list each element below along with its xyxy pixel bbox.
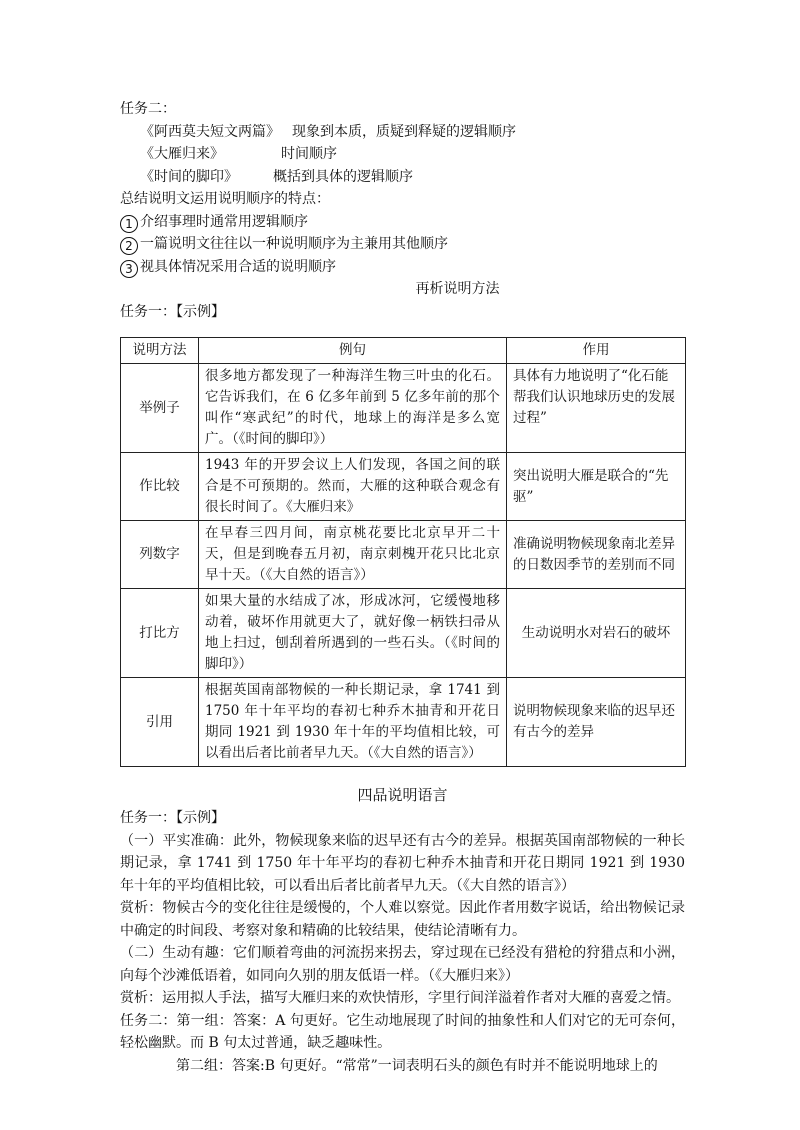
task2-group2-answer: 第二组：答案:B 句更好。“常常”一词表明石头的颜色有时并不能说明地球上的 (176, 1057, 658, 1074)
order-row-asimov (120, 121, 685, 144)
example-plain-accurate: （一）平实准确：此外，物候现象来临的迟早还有古今的差异。根据英国南部物候的一种长期记录，拿 1741 到 1750 年十年平均的春初七种乔木抽青和开花日期同 1921 到 1930 年十年的平均值相比较，可以看出后者比前者早九天。（《大自然的语言》） (120, 832, 685, 894)
example-vivid: （二）生动有趣：它们顺着弯曲的河流拐来拐去，穿过现在已经没有猎枪的狩猎点和小洲，向每个沙滩低语着，如同向久别的朋友低语一样。（《大雁归来》） (120, 945, 685, 984)
section-title-language: 四品说明语言 (357, 786, 448, 804)
language-task1: 任务一：【示例】 (120, 810, 225, 826)
method-cell: 列数字 (121, 521, 199, 589)
order-desc: 概括到具体的逻辑顺序 (273, 168, 413, 185)
effect-cell: 生动说明水对岩石的破坏 (507, 589, 686, 678)
circled-number: 3 (120, 260, 138, 278)
example-cell: 在早春三四月间，南京桃花要比北京早开二十天，但是到晚春五月初，南京刺槐开花只比北京早十天。（《大自然的语言》） (199, 521, 507, 589)
analysis-2: 赏析：运用拟人手法，描写大雁归来的欢快情形，字里行间洋溢着作者对大雁的喜爱之情。 (120, 990, 680, 1006)
table-row (121, 589, 686, 678)
method-cell: 举例子 (121, 364, 199, 453)
effect-cell: 说明物候现象来临的迟早还有古今的差异 (507, 678, 686, 767)
order-desc: 现象到本质，质疑到释疑的逻辑顺序 (292, 123, 516, 140)
methods-table (120, 337, 686, 767)
methods-task1: 任务一：【示例】 (120, 303, 225, 320)
table-row (121, 453, 686, 521)
table-row (121, 678, 686, 767)
point-2: 2 一篇说明文往往以一种说明顺序为主兼用其他顺序 (120, 233, 685, 256)
section-title-methods: 再析说明方法 (415, 281, 500, 297)
document-page (120, 98, 685, 1077)
table-header-row (121, 338, 686, 364)
example-cell: 如果大量的水结成了冰，形成冰河，它缓慢地移动着，破坏作用就更大了，就好像一柄铁扫帚从地上扫过，刨刮着所遇到的一些石头。（《时间的脚印》） (199, 589, 507, 678)
example-cell: 1943 年的开罗会议上人们发现，各国之间的联合是不可预期的。然而，大雁的这种联合观念有很长时间了。《大雁归来》 (199, 453, 507, 521)
header-effect: 作用 (507, 338, 686, 364)
circled-number: 2 (120, 237, 138, 255)
table-row (121, 364, 686, 453)
method-cell: 引用 (121, 678, 199, 767)
point-3: 3 视具体情况采用合适的说明顺序 (120, 256, 685, 279)
book-title: 《时间的脚印》 (140, 168, 238, 185)
circled-number: 1 (120, 215, 138, 233)
point-1: 1 介绍事理时通常用逻辑顺序 (120, 211, 685, 234)
summary-line: 总结说明文运用说明顺序的特点： (120, 191, 330, 207)
analysis-1: 赏析：物候古今的变化往往是缓慢的，个人难以察觉。因此作者用数字说话，给出物候记录中确定的时间段、考察对象和精确的比较结果，使结论清晰有力。 (120, 900, 685, 939)
example-cell: 根据英国南部物候的一种长期记录，拿 1741 到 1750 年十年平均的春初七种乔木抽青和开花日期同 1921 到 1930 年十年的平均值相比较，可以看出后者比前者早九天。（《大自然的语言》） (199, 678, 507, 767)
effect-cell: 准确说明物候现象南北差异的日数因季节的差别而不同 (507, 521, 686, 589)
order-desc: 时间顺序 (281, 146, 337, 162)
book-title: 《阿西莫夫短文两篇》 (140, 123, 280, 140)
book-title: 《大雁归来》 (140, 146, 224, 162)
header-example: 例句 (199, 338, 507, 364)
method-cell: 作比较 (121, 453, 199, 521)
task2-heading: 任务二： (120, 101, 176, 117)
effect-cell: 突出说明大雁是联合的“先驱” (507, 453, 686, 521)
table-row (121, 521, 686, 589)
task2-group1-answer: 任务二：第一组：答案：A 句更好。它生动地展现了时间的抽象性和人们对它的无可奈何，轻松幽默。而 B 句太过普通，缺乏趣味性。 (120, 1012, 685, 1051)
example-cell: 很多地方都发现了一种海洋生物三叶虫的化石。它告诉我们，在 6 亿多年前到 5 亿多年前的那个叫作“寒武纪”的时代，地球上的海洋是多么宽广。（《时间的脚印》） (199, 364, 507, 453)
method-cell: 打比方 (121, 589, 199, 678)
effect-cell: 具体有力地说明了“化石能帮我们认识地球历史的发展过程” (507, 364, 686, 453)
order-row-time (120, 166, 685, 189)
order-row-geese (120, 143, 685, 166)
header-method: 说明方法 (121, 338, 199, 364)
